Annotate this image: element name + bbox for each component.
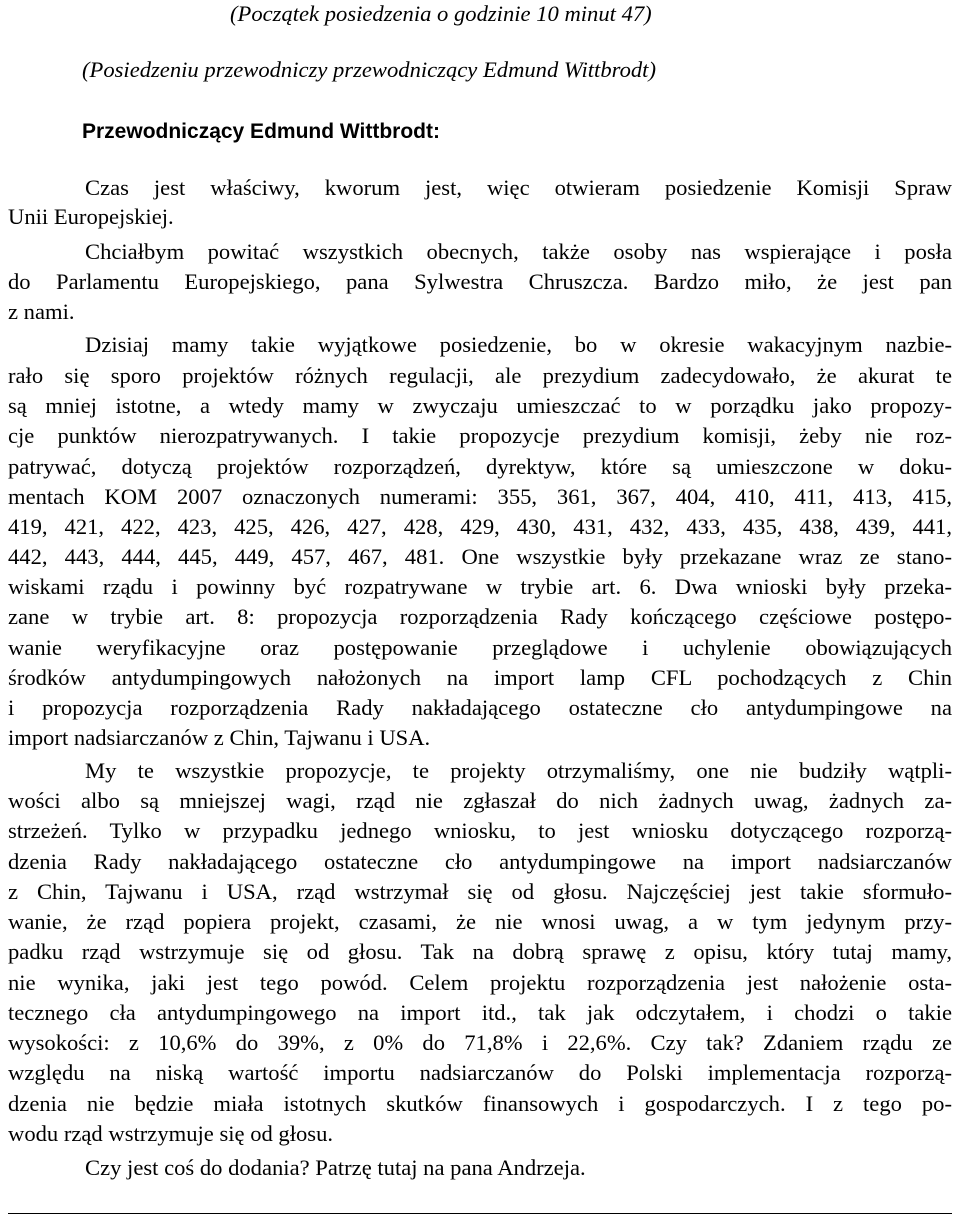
- text-line: padku rząd wstrzymuje się od głosu. Tak na dobrą sprawę z opisu, który tutaj mamy,: [8, 939, 952, 964]
- text-line: Chciałbym powitać wszystkich obecnych, także osoby nas wspierające i posła: [85, 239, 952, 264]
- text-line: wanie weryfikacyjne oraz postępowanie przeglądowe i uchylenie obowiązujących: [8, 635, 952, 660]
- text-line: patrywać, dotyczą projektów rozporządzeń, dyrektyw, które są umieszczone w doku-: [8, 454, 952, 479]
- text-line: Unii Europejskiej.: [8, 204, 174, 229]
- text-line: z Chin, Tajwanu i USA, rząd wstrzymał się od głosu. Najczęściej jest takie sformuło-: [8, 879, 952, 904]
- text-line: względu na niską wartość importu nadsiarczanów do Polski implementacja rozporzą-: [8, 1060, 952, 1085]
- text-line: 442, 443, 444, 445, 449, 457, 467, 481. One wszystkie były przekazane wraz ze stano-: [8, 544, 952, 569]
- text-line: dzenia Rady nakładającego ostateczne cło antydumpingowe na import nadsiarczanów: [8, 849, 952, 874]
- text-line: My te wszystkie propozycje, te projekty otrzymaliśmy, one nie budziły wątpli-: [85, 758, 952, 783]
- text-line: wości albo są mniejszej wagi, rząd nie zgłaszał do nich żadnych uwag, żadnych za-: [8, 788, 952, 813]
- text-line: rało się sporo projektów różnych regulacji, ale prezydium zadecydowało, że akurat te: [8, 363, 952, 388]
- text-line: do Parlamentu Europejskiego, pana Sylwestra Chruszcza. Bardzo miło, że jest pan: [8, 269, 952, 294]
- text-line: mentach KOM 2007 oznaczonych numerami: 355, 361, 367, 404, 410, 411, 413, 415,: [8, 484, 952, 509]
- text-line: z nami.: [8, 299, 75, 324]
- text-line: zane w trybie art. 8: propozycja rozporządzenia Rady kończącego częściowe postępo-: [8, 604, 952, 629]
- text-line: Dzisiaj mamy takie wyjątkowe posiedzenie, bo w okresie wakacyjnym nazbie-: [85, 332, 952, 357]
- text-line: wiskami rządu i powinny być rozpatrywane w trybie art. 6. Dwa wnioski były przeka-: [8, 574, 952, 599]
- text-line: wanie, że rząd popiera projekt, czasami, że nie wnosi uwag, a w tym jedynym przy-: [8, 909, 952, 934]
- text-line: Czy jest coś do dodania? Patrzę tutaj na pana Andrzeja.: [85, 1155, 586, 1180]
- text-line: i propozycja rozporządzenia Rady nakładającego ostateczne cło antydumpingowe na: [8, 695, 952, 720]
- text-line: dzenia nie będzie miała istotnych skutków finansowych i gospodarczych. I z tego po-: [8, 1091, 952, 1116]
- session-chair-note: (Posiedzeniu przewodniczy przewodniczący Edmund Wittbrodt): [82, 57, 656, 82]
- text-line: wysokości: z 10,6% do 39%, z 0% do 71,8% i 22,6%. Czy tak? Zdaniem rządu ze: [8, 1030, 952, 1055]
- text-line: strzeżeń. Tylko w przypadku jednego wniosku, to jest wniosku dotyczącego rozporzą-: [8, 818, 952, 843]
- text-line: Czas jest właściwy, kworum jest, więc otwieram posiedzenie Komisji Spraw: [85, 175, 952, 200]
- text-line: wodu rząd wstrzymuje się od głosu.: [8, 1121, 334, 1146]
- text-line: 419, 421, 422, 423, 425, 426, 427, 428, 429, 430, 431, 432, 433, 435, 438, 439, 441,: [8, 514, 952, 539]
- text-line: cje punktów nierozpatrywanych. I takie propozycje prezydium komisji, żeby nie roz-: [8, 423, 952, 448]
- text-line: import nadsiarczanów z Chin, Tajwanu i USA.: [8, 725, 431, 750]
- speaker-heading: Przewodniczący Edmund Wittbrodt:: [82, 120, 440, 143]
- text-line: tecznego cła antydumpingowego na import itd., tak jak odczytałem, i chodzi o takie: [8, 1000, 952, 1025]
- session-start-note: (Początek posiedzenia o godzinie 10 minut 47): [230, 1, 652, 26]
- footer-divider: [8, 1213, 952, 1214]
- text-line: są mniej istotne, a wtedy mamy w zwyczaju umieszczać to w porządku jako propozy-: [8, 393, 952, 418]
- text-line: środków antydumpingowych nałożonych na import lamp CFL pochodzących z Chin: [8, 665, 952, 690]
- text-line: nie wynika, jaki jest tego powód. Celem projektu rozporządzenia jest nałożenie osta-: [8, 970, 952, 995]
